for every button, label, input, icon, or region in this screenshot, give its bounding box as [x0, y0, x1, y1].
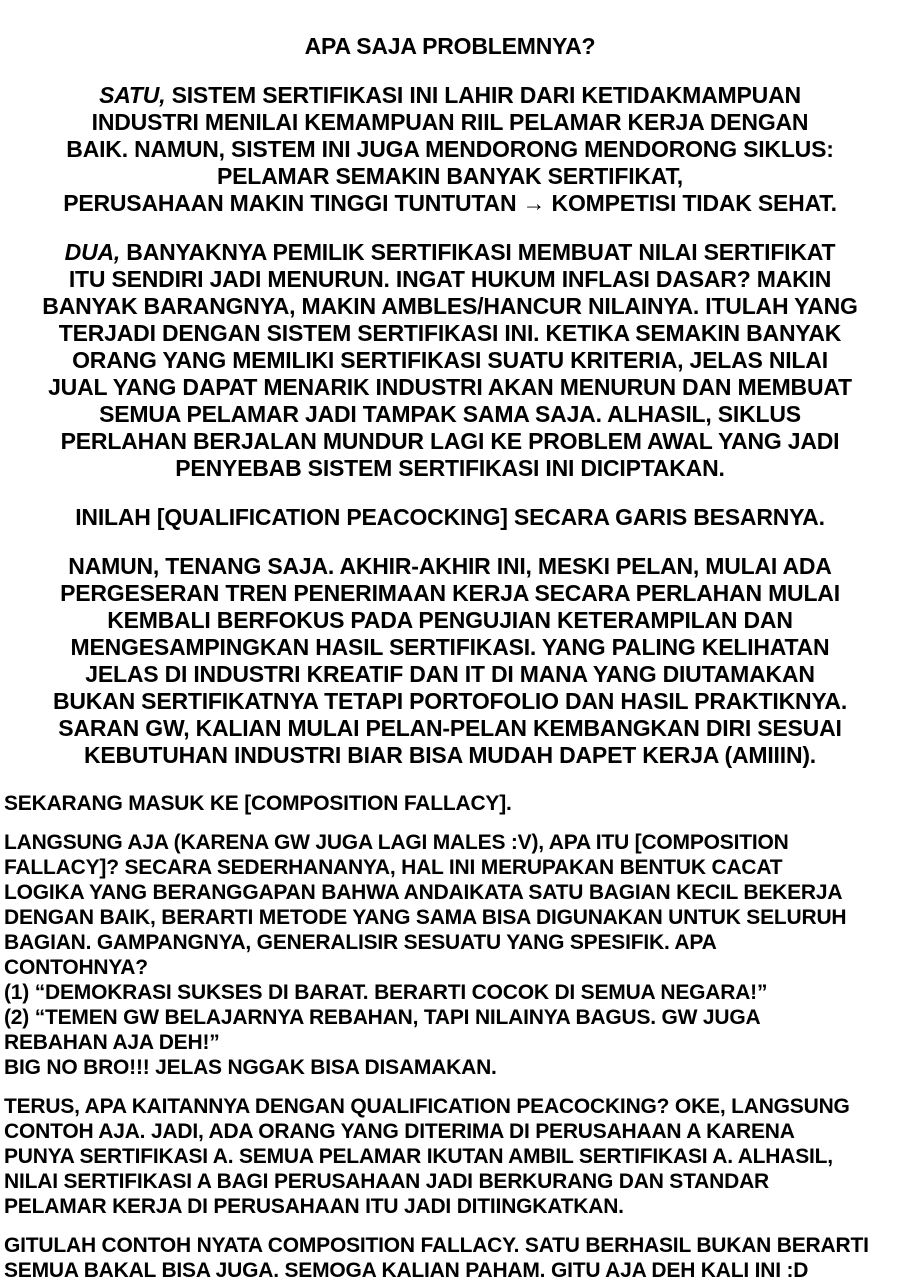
- text-line: PUNYA SERTIFIKASI A. SEMUA PELAMAR IKUTAN AMBIL SERTIFIKASI A. ALHASIL,: [4, 1145, 833, 1168]
- paragraph: [4, 553, 896, 769]
- text-line: ORANG YANG MEMILIKI SERTIFIKASI SUATU KRITERIA, JELAS NILAI: [72, 347, 828, 373]
- text-line: NILAI SERTIFIKASI A BAGI PERUSAHAAN JADI BERKURANG DAN STANDAR: [4, 1170, 770, 1193]
- text-line: INILAH [QUALIFICATION PEACOCKING] SECARA GARIS BESARNYA.: [75, 504, 825, 530]
- text-line: PERUSAHAAN MAKIN TINGGI TUNTUTAN → KOMPETISI TIDAK SEHAT.: [63, 190, 837, 216]
- text-line: MENGESAMPINGKAN HASIL SERTIFIKASI. YANG PALING KELIHATAN: [70, 634, 830, 660]
- text-line: PELAMAR KERJA DI PERUSAHAAN ITU JADI DITIINGKATKAN.: [4, 1195, 624, 1218]
- text-line: (1) “DEMOKRASI SUKSES DI BARAT. BERARTI COCOK DI SEMUA NEGARA!”: [4, 981, 768, 1004]
- text-line: TERJADI DENGAN SISTEM SERTIFIKASI INI. KETIKA SEMAKIN BANYAK: [58, 320, 842, 346]
- text-line: SARAN GW, KALIAN MULAI PELAN-PELAN KEMBANGKAN DIRI SESUAI: [58, 715, 842, 741]
- text-line: PERGESERAN TREN PENERIMAAN KERJA SECARA PERLAHAN MULAI: [60, 580, 840, 606]
- text-line: SEMUA BAKAL BISA JUGA. SEMOGA KALIAN PAHAM. GITU AJA DEH KALI INI :D: [4, 1259, 809, 1282]
- paragraph: [4, 239, 896, 482]
- paragraph: [4, 830, 896, 1080]
- text-line: BAIK. NAMUN, SISTEM INI JUGA MENDORONG MENDORONG SIKLUS:: [66, 136, 834, 162]
- text-line: CONTOHNYA?: [4, 956, 148, 979]
- text-line: JUAL YANG DAPAT MENARIK INDUSTRI AKAN MENURUN DAN MEMBUAT: [48, 374, 852, 400]
- text-line: KEBUTUHAN INDUSTRI BIAR BISA MUDAH DAPET KERJA (AMIIIN).: [83, 742, 817, 768]
- text-line: DUA, BANYAKNYA PEMILIK SERTIFIKASI MEMBUAT NILAI SERTIFIKAT: [64, 239, 836, 265]
- text-line: PERLAHAN BERJALAN MUNDUR LAGI KE PROBLEM AWAL YANG JADI: [60, 428, 840, 454]
- text-line: SATU, SISTEM SERTIFIKASI INI LAHIR DARI KETIDAKMAMPUAN: [99, 82, 801, 108]
- text-line: LOGIKA YANG BERANGGAPAN BAHWA ANDAIKATA SATU BAGIAN KECIL BEKERJA: [4, 881, 843, 904]
- paragraph-lead-word: SATU,: [99, 82, 166, 108]
- text-line: SEMUA PELAMAR JADI TAMPAK SAMA SAJA. ALHASIL, SIKLUS: [99, 401, 801, 427]
- text-line: BIG NO BRO!!! JELAS NGGAK BISA DISAMAKAN.: [4, 1056, 497, 1079]
- text-line: ITU SENDIRI JADI MENURUN. INGAT HUKUM INFLASI DASAR? MAKIN: [68, 266, 832, 292]
- text-line: PELAMAR SEMAKIN BANYAK SERTIFIKAT,: [216, 163, 683, 189]
- paragraph: [4, 504, 896, 531]
- text-line: (2) “TEMEN GW BELAJARNYA REBAHAN, TAPI NILAINYA BAGUS. GW JUGA: [4, 1006, 761, 1029]
- paragraph: [4, 82, 896, 217]
- text-line: DENGAN BAIK, BERARTI METODE YANG SAMA BISA DIGUNAKAN UNTUK SELURUH: [4, 906, 847, 929]
- text-line: GITULAH CONTOH NYATA COMPOSITION FALLACY. SATU BERHASIL BUKAN BERARTI: [4, 1234, 869, 1257]
- text-line: INDUSTRI MENILAI KEMAMPUAN RIIL PELAMAR KERJA DENGAN: [91, 109, 809, 135]
- text-line: BAGIAN. GAMPANGNYA, GENERALISIR SESUATU YANG SPESIFIK. APA: [4, 931, 717, 954]
- paragraph-lead-word: DUA,: [64, 239, 121, 265]
- text-line: FALLACY]? SECARA SEDERHANANYA, HAL INI MERUPAKAN BENTUK CACAT: [4, 856, 783, 879]
- text-line: KEMBALI BERFOKUS PADA PENGUJIAN KETERAMPILAN DAN: [107, 607, 793, 633]
- text-line: NAMUN, TENANG SAJA. AKHIR-AKHIR INI, MESKI PELAN, MULAI ADA: [68, 553, 832, 579]
- text-line: REBAHAN AJA DEH!”: [4, 1031, 220, 1054]
- text-line: PENYEBAB SISTEM SERTIFIKASI INI DICIPTAKAN.: [175, 455, 725, 481]
- text-line: BUKAN SERTIFIKATNYA TETAPI PORTOFOLIO DAN HASIL PRAKTIKNYA.: [52, 688, 848, 714]
- text-line: LANGSUNG AJA (KARENA GW JUGA LAGI MALES :V), APA ITU [COMPOSITION: [4, 831, 789, 854]
- page-title: APA SAJA PROBLEMNYA?: [304, 33, 596, 59]
- paragraph: [4, 791, 896, 816]
- paragraph: [4, 1233, 896, 1283]
- paragraph: [4, 1094, 896, 1219]
- text-line: JELAS DI INDUSTRI KREATIF DAN IT DI MANA YANG DIUTAMAKAN: [85, 661, 815, 687]
- paragraph-list: [4, 82, 896, 1283]
- text-line: SEKARANG MASUK KE [COMPOSITION FALLACY].: [4, 792, 512, 815]
- text-line: CONTOH AJA. JADI, ADA ORANG YANG DITERIMA DI PERUSAHAAN A KARENA: [4, 1120, 795, 1143]
- text-line: TERUS, APA KAITANNYA DENGAN QUALIFICATION PEACOCKING? OKE, LANGSUNG: [4, 1095, 850, 1118]
- text-line: BANYAK BARANGNYA, MAKIN AMBLES/HANCUR NILAINYA. ITULAH YANG: [42, 293, 858, 319]
